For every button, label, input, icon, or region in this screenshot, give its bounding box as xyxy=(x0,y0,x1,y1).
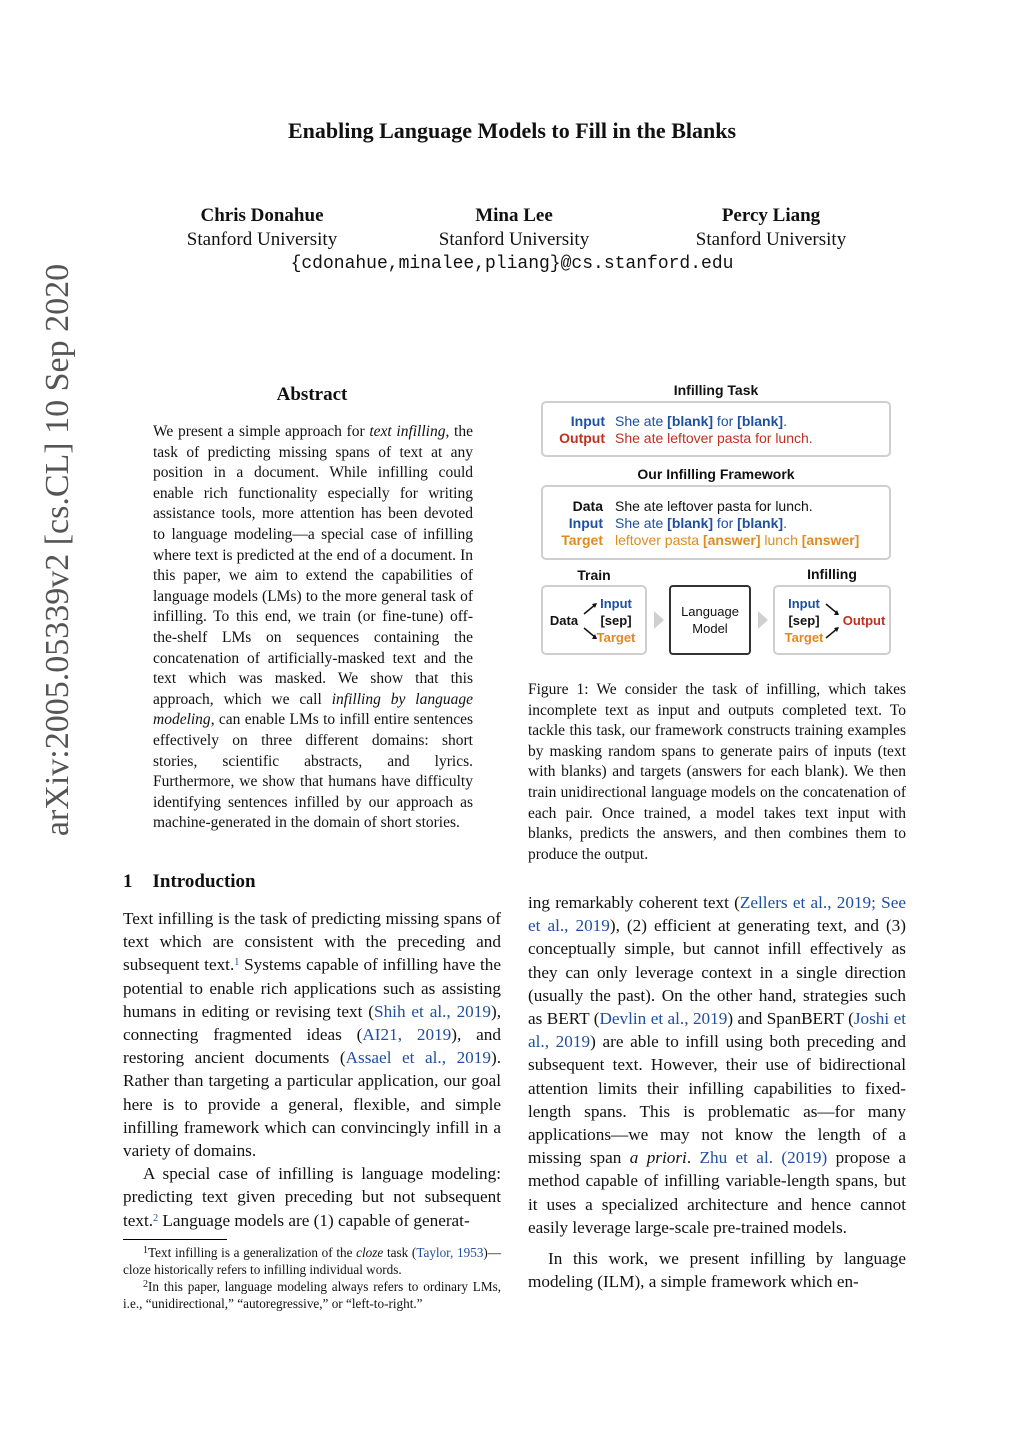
body-text: Systems capable of infilling have the potential to enable rich applications such as assisting humans in editing or revising text ( xyxy=(123,955,502,1021)
arxiv-identifier: arXiv:2005.05339v2 [cs.CL] 10 Sep 2020 xyxy=(39,263,76,837)
framework-input-text xyxy=(615,515,787,531)
task-title: Infilling Task xyxy=(673,382,759,398)
author-name: Percy Liang xyxy=(721,205,821,226)
chevron-right-icon xyxy=(758,611,768,629)
lm-label-line2: Model xyxy=(692,621,728,636)
input-label: Input xyxy=(600,596,632,611)
citation-link[interactable]: Shih et al., 2019 xyxy=(374,1001,491,1021)
author-email: {cdonahue,minalee,pliang}@cs.stanford.edu xyxy=(290,254,734,274)
paragraph xyxy=(528,891,906,1239)
citation-link[interactable]: AI21, 2019 xyxy=(362,1025,452,1045)
abstract-heading: Abstract xyxy=(276,384,348,405)
section-title: Introduction xyxy=(152,871,256,892)
author-affiliation: Stanford University xyxy=(186,229,338,250)
citation-separator: ; xyxy=(871,893,882,912)
body-text: ). Rather than targeting a particular application, our goal here is to provide a general, flexible, and simple infilling framework which can convincingly infill in a variety of domains. xyxy=(123,1048,501,1161)
blank-token: [blank] xyxy=(737,413,784,429)
text-segment: . xyxy=(783,515,787,531)
citation-link[interactable]: Zhu et al. (2019) xyxy=(699,1148,828,1168)
framework-title: Our Infilling Framework xyxy=(637,466,795,482)
paper-title: Enabling Language Models to Fill in the Blanks xyxy=(287,118,737,143)
body-text: . xyxy=(686,1148,700,1168)
body-text: propose a method capable of infilling variable-length spans, but it uses a specialized architecture and hence cannot easily leverage large-scale pre-trained models. xyxy=(528,1148,906,1237)
train-label: Train xyxy=(577,567,611,583)
answer-token: [answer] xyxy=(801,532,860,548)
answer-token: [answer] xyxy=(702,532,761,548)
intro-left-column xyxy=(123,907,501,1232)
output-label: Output xyxy=(559,430,605,446)
section-number: 1 xyxy=(123,871,133,892)
footnote-text: task ( xyxy=(383,1245,417,1260)
citation-link[interactable]: Zellers et al., 2019 xyxy=(739,893,872,912)
footnote-text: )—cloze historically refers to infilling individual words. xyxy=(123,1245,502,1277)
author-2 xyxy=(394,204,634,252)
footnote-1 xyxy=(123,1244,501,1278)
body-emphasis: a priori xyxy=(629,1148,687,1168)
paragraph xyxy=(528,1247,906,1293)
citation-link[interactable]: Assael et al., 2019 xyxy=(345,1048,491,1068)
paragraph xyxy=(123,907,501,1162)
footnote-marker[interactable]: 1 xyxy=(234,957,240,969)
text-segment: for xyxy=(713,413,738,429)
body-text: ing remarkably coherent text ( xyxy=(528,893,740,912)
footnotes xyxy=(123,1244,501,1312)
lm-label-line1: Language xyxy=(681,604,739,619)
footnote-text: Text infilling is a generalization of the xyxy=(148,1245,357,1260)
author-1 xyxy=(142,204,382,252)
task-input-text xyxy=(615,413,787,429)
abstract-emphasis: infilling by language modeling xyxy=(153,690,473,729)
output-label: Output xyxy=(842,613,886,628)
data-label: Data xyxy=(549,613,579,628)
data-text: She ate leftover pasta for lunch. xyxy=(615,498,813,514)
blank-token: [blank] xyxy=(667,413,714,429)
footnote-text: In this paper, language modeling always refers to ordinary LMs, i.e., “unidirectional,” “autoregressive,” or “left-to-right.” xyxy=(123,1279,501,1311)
body-text: ) and SpanBERT ( xyxy=(727,1009,854,1029)
author-affiliation: Stanford University xyxy=(438,229,590,250)
author-3 xyxy=(651,204,891,252)
target-label: Target xyxy=(596,630,636,645)
footnote-2 xyxy=(123,1278,501,1312)
author-name: Chris Donahue xyxy=(200,205,324,226)
framework-target-text xyxy=(615,532,859,548)
body-text: ), and restoring ancient documents ( xyxy=(123,1025,501,1068)
infilling-label: Infilling xyxy=(807,566,857,582)
body-text: Language models are (1) capable of generat- xyxy=(158,1210,470,1230)
citation-link[interactable]: Taylor, 1953 xyxy=(416,1245,484,1260)
body-text: ) are able to infill using both preceding and subsequent text. However, their use of bidirectional attention limits their infilling capabilities to fixed-length spans. This is problematic as—for many applications—we may not know the length of a missing span xyxy=(528,1032,907,1168)
chevron-right-icon xyxy=(654,611,664,629)
blank-token: [blank] xyxy=(737,515,784,531)
language-model-box xyxy=(670,586,750,654)
sep-token: [sep] xyxy=(600,613,632,628)
text-segment: for xyxy=(713,515,738,531)
footnote-emphasis: cloze xyxy=(356,1245,384,1260)
task-box xyxy=(542,402,890,456)
section-heading xyxy=(123,871,256,893)
footnote-number: 2 xyxy=(143,1279,148,1290)
task-output-text: She ate leftover pasta for lunch. xyxy=(615,430,813,446)
text-segment: . xyxy=(783,413,787,429)
footnote-marker[interactable]: 2 xyxy=(153,1212,159,1224)
author-name: Mina Lee xyxy=(475,205,553,226)
body-text: In this work, we present infilling by language modeling (ILM), a simple framework which en- xyxy=(528,1249,906,1292)
text-segment: She ate xyxy=(615,515,668,531)
body-text: A special case of infilling is language modeling: predicting text given preceding but not subsequent text. xyxy=(123,1164,501,1230)
text-segment: She ate xyxy=(615,413,668,429)
citation-link[interactable]: Joshi et al., 2019 xyxy=(528,1009,906,1052)
footnote-number: 1 xyxy=(143,1245,148,1256)
input-label: Input xyxy=(570,413,605,429)
footnote-rule xyxy=(123,1239,227,1240)
figure-1-diagram xyxy=(540,378,896,662)
author-affiliation: Stanford University xyxy=(695,229,847,250)
input-label: Input xyxy=(568,515,603,531)
citation-link[interactable]: See et al., 2019 xyxy=(528,893,906,936)
figure-1-caption: Figure 1: We consider the task of infilling, which takes incomplete text as input and outputs completed text. To tackle this task, our framework constructs training examples by masking random spans to generate pairs of inputs (text with blanks) and targets (answers for each blank). We then train unidirectional language models on the concatenation of each pair. Once trained, a model takes text input with blanks, predicts the answers, and then combines them to produce the output. xyxy=(528,681,906,863)
data-label: Data xyxy=(572,498,603,514)
text-segment: lunch xyxy=(760,532,802,548)
text-segment: leftover pasta xyxy=(615,532,703,548)
target-label: Target xyxy=(561,532,603,548)
abstract-body xyxy=(153,422,473,834)
citation-link[interactable]: Devlin et al., 2019 xyxy=(599,1009,728,1029)
abstract-emphasis: text infilling xyxy=(369,423,446,440)
abstract-text: , can enable LMs to infill entire sentences effectively on three different domains: short stories, scientific abstracts, and lyrics. Furthermore, we show that humans have difficulty identifying sentences infilled by our approach as machine-generated in the domain of short stories. xyxy=(153,711,473,832)
input-label: Input xyxy=(788,596,820,611)
abstract-text: , the task of predicting missing spans of text at any position in a document. While infilling could enable rich functionality especially for writing assistance tools, more attention has been devoted to language modeling—a special case of infilling where text is predicted at the end of a document. In this paper, we aim to extend the capabilities of language models (LMs) to the more general task of infilling. To this end, we train (or fine-tune) off-the-shelf LMs on sequences containing the concatenation of artificially-masked text and the text which was masked. We show that this approach, which we call xyxy=(153,423,473,708)
paragraph xyxy=(123,1162,501,1232)
body-text: Text infilling is the task of predicting missing spans of text which are consistent with the preceding and subsequent text. xyxy=(123,909,501,975)
abstract-text: We present a simple approach for xyxy=(153,423,370,440)
blank-token: [blank] xyxy=(667,515,714,531)
body-text: ), (2) efficient at generating text, and (3) conceptually simple, but cannot infill effectively as they can only leverage context in a single direction (usually the past). On the other hand, strategies such as BERT ( xyxy=(528,916,906,1029)
sep-token: [sep] xyxy=(788,613,820,628)
body-text: ), connecting fragmented ideas ( xyxy=(123,1001,501,1045)
intro-right-column xyxy=(528,891,906,1293)
target-label: Target xyxy=(784,630,824,645)
